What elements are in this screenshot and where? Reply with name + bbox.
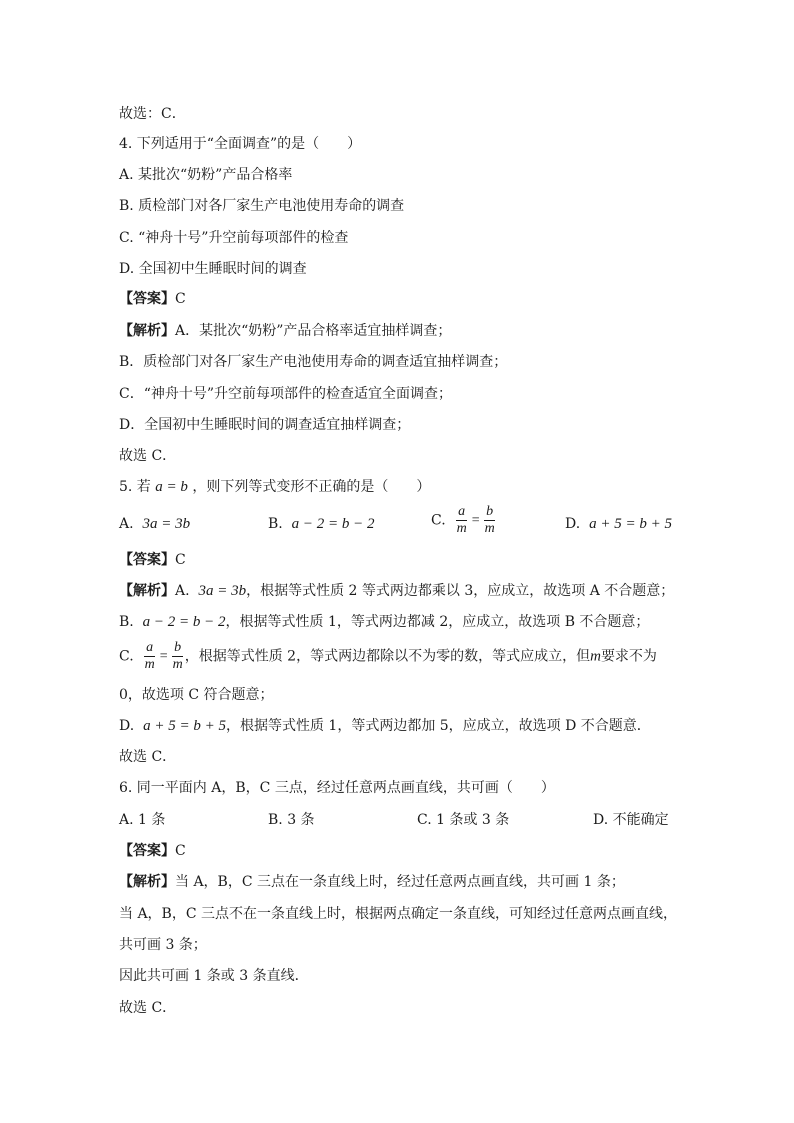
denominator: m xyxy=(172,657,183,672)
option-math: a + 5 = b + 5 xyxy=(589,516,672,532)
denominator: m xyxy=(484,521,495,536)
q4-option-b: B. 质检部门对各厂家生产电池使用寿命的调查 xyxy=(119,198,405,214)
equals-sign: = xyxy=(471,512,480,528)
numerator: b xyxy=(174,640,182,655)
analysis-label: D. xyxy=(119,718,135,734)
analysis-tag: 【解析】 xyxy=(119,874,175,890)
analysis-math: m xyxy=(590,648,601,665)
option-label: B. xyxy=(268,516,283,532)
q6-option-a: A. 1 条 xyxy=(119,812,166,828)
analysis-label: B. xyxy=(119,614,134,630)
numerator: b xyxy=(486,504,494,519)
denominator: m xyxy=(456,521,467,536)
answer-value: C xyxy=(175,843,186,859)
analysis-text: ，根据等式性质 1，等式两边都加 5，应成立，故选项 D 不合题意． xyxy=(225,718,651,734)
q4-option-a: A. 某批次“奶粉”产品合格率 xyxy=(119,167,293,183)
q5-stem-pre: 5. 若 xyxy=(119,479,151,495)
q5-analysis-d xyxy=(119,716,651,736)
q4-analysis-3: C．“神舟十号”升空前每项部件的检查适宜全面调查； xyxy=(119,386,453,402)
analysis-text: ，根据等式性质 2 等式两边都乘以 3，应成立，故选项 A 不合题意； xyxy=(246,583,675,599)
fraction xyxy=(455,504,469,537)
answer-tag: 【答案】 xyxy=(119,291,175,307)
q6-analysis-3: 共可画 3 条； xyxy=(119,937,207,953)
equals-sign: = xyxy=(159,648,168,664)
analysis-label: A. xyxy=(175,583,190,599)
option-math: a − 2 = b − 2 xyxy=(291,516,375,532)
q6-analysis-1 xyxy=(119,872,625,892)
analysis-math: 3a = 3b xyxy=(198,583,247,599)
analysis-math: a − 2 = b − 2 xyxy=(142,614,226,630)
q6-option-c: C. 1 条或 3 条 xyxy=(417,812,510,828)
numerator: a xyxy=(458,504,466,519)
q5-stem-post: ，则下列等式变形不正确的是（ ） xyxy=(192,479,431,495)
q5-conclusion: 故选 C． xyxy=(119,749,177,765)
denominator: m xyxy=(144,657,155,672)
answer-value: C xyxy=(175,291,186,307)
q6-analysis-2: 当 A，B，C 三点不在一条直线上时，根据两点确定一条直线，可知经过任意两点画直线， xyxy=(119,906,678,922)
analysis-tag: 【解析】 xyxy=(119,323,175,339)
q6-option-b: B. 3 条 xyxy=(268,812,315,828)
q5-stem xyxy=(119,477,430,497)
analysis-tag: 【解析】 xyxy=(119,583,175,599)
q4-conclusion: 故选 C． xyxy=(119,448,177,464)
q5-option-a xyxy=(119,514,190,534)
q6-stem: 6. 同一平面内 A，B，C 三点，经过任意两点画直线，共可画（ ） xyxy=(119,780,555,796)
analysis-label: C. xyxy=(119,648,134,665)
q4-option-d: D. 全国初中生睡眠时间的调查 xyxy=(119,261,307,277)
option-label: D. xyxy=(565,516,581,532)
q6-option-d: D. 不能确定 xyxy=(593,812,669,828)
q5-option-d xyxy=(565,514,672,534)
option-label: A. xyxy=(119,516,134,532)
analysis-text: 要求不为 xyxy=(600,648,657,665)
q6-answer xyxy=(119,841,186,861)
fraction xyxy=(143,640,157,673)
q4-option-c: C. “神舟十号”升空前每项部件的检查 xyxy=(119,230,349,246)
answer-tag: 【答案】 xyxy=(119,552,175,568)
option-math: 3a = 3b xyxy=(142,516,191,532)
numerator: a xyxy=(146,640,154,655)
q5-analysis-a xyxy=(119,581,674,601)
analysis-text: A．某批次“奶粉”产品合格率适宜抽样调查； xyxy=(175,323,452,339)
q5-analysis-b xyxy=(119,612,649,632)
analysis-text: ，根据等式性质 1，等式两边都减 2，应成立，故选项 B 不合题意； xyxy=(225,614,650,630)
q6-conclusion: 故选 C． xyxy=(119,1000,177,1016)
analysis-text: 当 A，B，C 三点在一条直线上时，经过任意两点画直线，共可画 1 条； xyxy=(175,874,625,890)
answer-value: C xyxy=(175,552,186,568)
analysis-math: a + 5 = b + 5 xyxy=(143,718,226,734)
q5-answer xyxy=(119,550,186,570)
q4-analysis-1 xyxy=(119,321,451,341)
q4-stem: 4. 下列适用于“全面调查”的是（ ） xyxy=(119,136,362,152)
option-label: C. xyxy=(431,512,446,529)
q5-analysis-c-cont: 0，故选项 C 符合题意； xyxy=(119,687,274,703)
q5-option-c xyxy=(431,504,497,537)
q4-analysis-2: B．质检部门对各厂家生产电池使用寿命的调查适宜抽样调查； xyxy=(119,354,508,370)
fraction xyxy=(483,504,497,537)
q4-answer xyxy=(119,289,186,309)
analysis-text: ，根据等式性质 2，等式两边都除以不为零的数，等式应成立，但 xyxy=(184,648,591,665)
q5-stem-math: a = b xyxy=(155,479,188,495)
fraction xyxy=(171,640,185,673)
q6-analysis-4: 因此共可画 1 条或 3 条直线． xyxy=(119,968,309,984)
q4-analysis-4: D．全国初中生睡眠时间的调查适宜抽样调查； xyxy=(119,417,411,433)
answer-tag: 【答案】 xyxy=(119,843,175,859)
q5-analysis-c xyxy=(119,640,657,673)
prev-conclusion: 故选：C． xyxy=(119,106,186,122)
q5-option-b xyxy=(268,514,375,534)
